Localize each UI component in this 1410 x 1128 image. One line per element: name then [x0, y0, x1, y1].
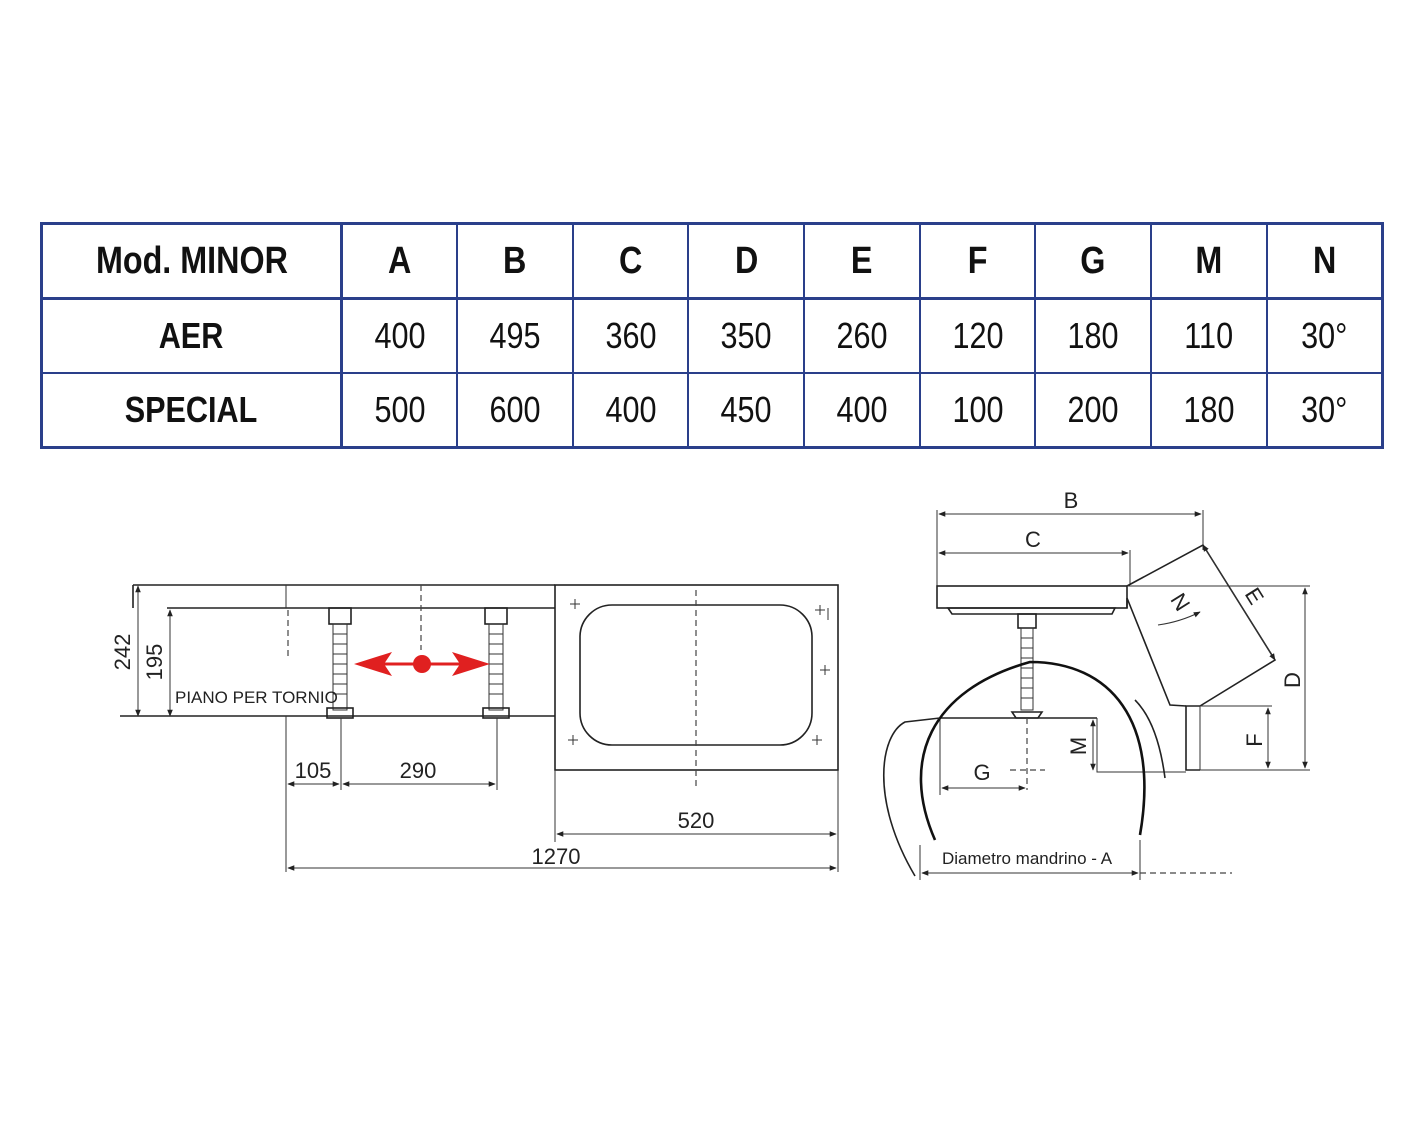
row-label-cell	[42, 373, 342, 448]
cell-value: 500	[374, 389, 426, 430]
bolt-right	[483, 608, 509, 718]
table-row	[42, 299, 1383, 374]
dim-label-290: 290	[399, 758, 437, 783]
table-row	[42, 373, 1383, 448]
m-step-line	[1097, 718, 1186, 772]
header-model: Mod. MINOR	[95, 239, 288, 282]
header-cell	[688, 224, 804, 299]
plate-top-view	[555, 585, 838, 790]
slide-direction-arrow	[354, 652, 490, 676]
cell-value: 30°	[1301, 315, 1348, 356]
cell-value: 400	[605, 389, 657, 430]
label-diameter-mandrino: Diametro mandrino - A	[942, 849, 1113, 868]
table-cell	[457, 299, 573, 374]
header-cell	[573, 224, 689, 299]
header-c: C	[618, 239, 643, 282]
label-e: E	[1239, 583, 1269, 609]
table-cell	[342, 373, 458, 448]
dim-label-195: 195	[142, 643, 167, 681]
table-cell	[573, 299, 689, 374]
tool-plate	[937, 586, 1127, 608]
label-f: F	[1242, 733, 1267, 747]
dim-label-1270: 1270	[531, 844, 581, 869]
header-cell	[1267, 224, 1383, 299]
header-d: D	[734, 239, 758, 282]
table-cell	[573, 373, 689, 448]
cell-value: 30°	[1301, 389, 1348, 430]
dimension-table	[40, 222, 1384, 449]
technical-drawing	[0, 470, 1410, 900]
table-cell	[920, 299, 1036, 374]
label-b: B	[1063, 488, 1079, 513]
cell-value: 600	[489, 389, 541, 430]
header-cell	[42, 224, 342, 299]
label-m: M	[1066, 736, 1091, 756]
header-b: B	[503, 239, 527, 282]
header-g: G	[1080, 239, 1106, 282]
table-cell	[920, 373, 1036, 448]
table-cell	[1151, 373, 1267, 448]
row-label-cell	[42, 299, 342, 374]
table-cell	[804, 299, 920, 374]
tool-plate-lip	[948, 608, 1115, 614]
cell-value: 400	[836, 389, 888, 430]
row-label-special: SPECIAL	[125, 389, 258, 430]
table-cell	[1267, 373, 1383, 448]
front-view-drawing	[884, 488, 1310, 880]
angle-arc-n	[1158, 612, 1200, 625]
cell-value: 495	[489, 315, 541, 356]
table-cell	[342, 299, 458, 374]
cell-value: 110	[1184, 315, 1234, 356]
row-label-aer: AER	[159, 315, 224, 356]
header-cell	[1035, 224, 1151, 299]
cell-value: 450	[720, 389, 772, 430]
header-cell	[920, 224, 1036, 299]
chuck-outer-arc	[884, 718, 940, 876]
table-cell	[1267, 299, 1383, 374]
header-cell	[342, 224, 458, 299]
header-cell	[457, 224, 573, 299]
table-cell	[804, 373, 920, 448]
dim-label-520: 520	[677, 808, 715, 833]
cell-value: 360	[605, 315, 657, 356]
table-cell	[1035, 299, 1151, 374]
table-header-row	[42, 224, 1383, 299]
inclined-arm-inner	[1127, 598, 1186, 706]
header-e: E	[851, 239, 873, 282]
cell-value: 260	[836, 315, 888, 356]
table-cell	[1035, 373, 1151, 448]
header-f: F	[967, 239, 988, 282]
cell-value: 180	[1067, 315, 1119, 356]
table-cell	[457, 373, 573, 448]
dim-label-105: 105	[294, 758, 332, 783]
header-cell	[804, 224, 920, 299]
dim-line-e	[1203, 545, 1275, 660]
dim-label-242: 242	[110, 633, 135, 671]
label-g: G	[973, 760, 991, 785]
label-c: C	[1025, 527, 1041, 552]
header-n: N	[1312, 239, 1337, 282]
label-d: D	[1280, 672, 1305, 688]
label-piano-per-tornio: PIANO PER TORNIO	[175, 688, 338, 707]
label-n: N	[1165, 588, 1196, 616]
table-cell	[688, 373, 804, 448]
cell-value: 200	[1067, 389, 1119, 430]
cell-value: 400	[374, 315, 426, 356]
header-a: A	[387, 239, 412, 282]
table-cell	[688, 299, 804, 374]
side-view-drawing	[110, 585, 838, 872]
table-cell	[1151, 299, 1267, 374]
cell-value: 180	[1183, 389, 1235, 430]
header-m: M	[1195, 239, 1223, 282]
cell-value: 100	[952, 389, 1004, 430]
cell-value: 350	[720, 315, 772, 356]
cell-value: 120	[952, 315, 1004, 356]
header-cell	[1151, 224, 1267, 299]
